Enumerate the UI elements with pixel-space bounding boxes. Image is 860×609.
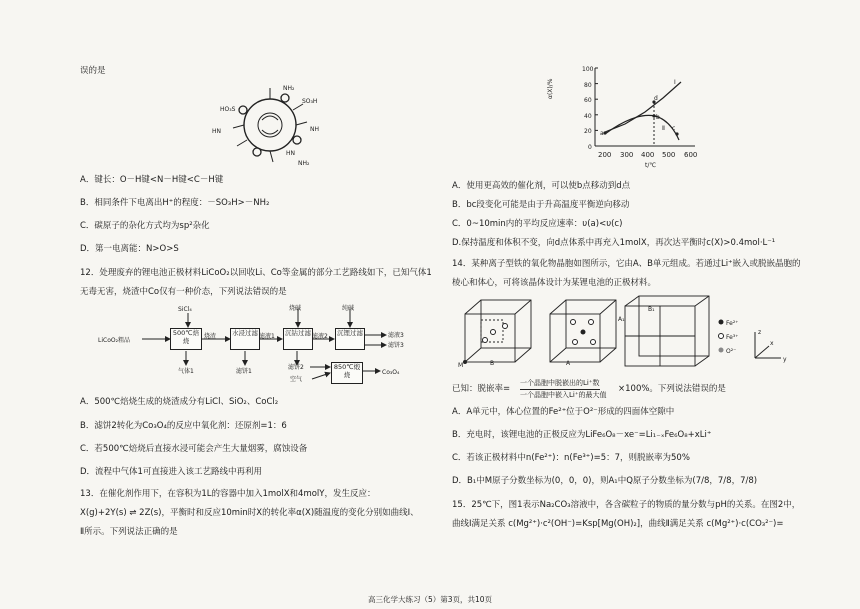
- flow-filtrate2: 滤液2: [312, 333, 328, 340]
- flow-slag: 烧渣: [204, 333, 217, 340]
- chart-xlabel: t/℃: [645, 162, 657, 169]
- flow-filtrate3: 滤液3: [388, 332, 404, 339]
- axis-x: x: [770, 340, 774, 347]
- chart-xtick-200: 200: [598, 151, 612, 159]
- q14-stem-line1: 14．某种离子型铁的氧化物晶胞如图所示，它由A、B单元组成。若通过Li⁺嵌入或脱嵌晶胞的: [452, 259, 801, 269]
- flow-air: 空气: [290, 376, 303, 383]
- chart-xtick-600: 600: [684, 151, 698, 159]
- chart-xtick-500: 500: [662, 151, 676, 159]
- q13-stem-line2: X(g)+2Y(s) ⇌ 2Z(s)，平衡时和反应10min时X的转化率α(X)随温度的变化分别如曲线Ⅰ、: [80, 508, 419, 518]
- cell-label-a1: A₁: [618, 316, 625, 323]
- flow-box-roast: [170, 328, 202, 350]
- axis-y: y: [783, 356, 787, 363]
- chart-ytick-80: 80: [584, 82, 592, 89]
- chart-xtick-300: 300: [620, 151, 634, 159]
- q11-option-a: A．键长：O－H键<N－H键<C－H键: [80, 175, 224, 185]
- q12-option-c: C．若500℃焙烧后直接水浸可能会产生大量烟雾，腐蚀设备: [80, 444, 308, 454]
- q12-stem-line1: 12．处理废弃的锂电池正极材料LiCoO₂以回收Li、Co等金属的部分工艺路线如下，已知气体1: [80, 268, 432, 278]
- chart-ytick-0: 0: [588, 144, 592, 151]
- label-ho3s: HO₃S: [220, 106, 236, 113]
- chart-point-c: c: [672, 125, 676, 132]
- flow-calcine-label: 850℃煅烧: [333, 363, 361, 379]
- chart-xtick-400: 400: [641, 151, 655, 159]
- flow-residue1: 滤饼1: [236, 368, 252, 375]
- chart-point-a: a: [600, 130, 604, 137]
- q12-option-a: A．500℃焙烧生成的烧渣成分有LiCl、SiO₂、CoCl₂: [80, 397, 279, 407]
- q15-stem-line2: 曲线Ⅰ满足关系 c(Mg²⁺)·c²(OH⁻)=Ksp[Mg(OH)₂]，曲线Ⅱ满足关系 c(Mg²⁺)·c(CO₃²⁻)=: [452, 519, 784, 529]
- q12-stem-line2: 无毒无害，烧渣中Co仅有一种价态，下列说法错误的是: [80, 287, 287, 297]
- flow-box-precip2: [335, 328, 365, 350]
- flow-soda2: 纯碱: [342, 305, 355, 312]
- flow-gas1: 气体1: [178, 368, 194, 375]
- q13-option-c: C．0~10min内的平均反应速率：υ(a)<υ(c): [452, 219, 623, 229]
- cell-label-b1: B₁: [648, 306, 655, 313]
- q14-option-d: D．B₁中M原子分数坐标为(0，0，0)，则A₁中Q原子分数坐标为(7/8，7/8，7/8): [452, 476, 758, 486]
- flow-sicl4: SiCl₄: [178, 306, 192, 313]
- q14-option-a: A．A单元中，体心位置的Fe²⁺位于O²⁻形成的四面体空隙中: [452, 407, 675, 417]
- q14-known-suffix: ×100%。下列说法错误的是: [618, 384, 726, 394]
- flow-filtrate1: 滤液1: [259, 333, 275, 340]
- q15-stem-line1: 15．25℃下，图1表示Na₂CO₃溶液中，各含碳粒子的物质的量分数与pH的关系。在图2中，: [452, 500, 801, 510]
- chart-ytick-60: 60: [584, 97, 592, 104]
- chart-point-b: b: [656, 114, 660, 121]
- label-hn-bottom: HN: [286, 150, 295, 157]
- q14-fraction-denominator: 一个晶胞中嵌入Li⁺的最大值: [520, 391, 607, 399]
- label-nh-right: NH: [310, 126, 319, 133]
- flow-leach-label: 水浸过滤: [232, 329, 258, 337]
- q11-option-d: D．第一电离能：N>O>S: [80, 244, 179, 254]
- q12-option-d: D．流程中气体1可直接进入该工艺路线中再利用: [80, 467, 262, 477]
- label-nh2-bottom: NH₂: [298, 160, 310, 167]
- q13-option-b: B．bc段变化可能是由于升高温度平衡逆向移动: [452, 200, 630, 210]
- chart-ytick-20: 20: [584, 128, 592, 135]
- flow-box-leach: [230, 328, 260, 350]
- q13-stem-line3: Ⅱ所示。下列说法正确的是: [80, 527, 178, 537]
- chart-ytick-100: 100: [582, 66, 594, 73]
- flow-raw: LiCoO₂粗品: [98, 337, 130, 344]
- flow-soda1: 烧碱: [289, 305, 302, 312]
- q13-option-d: D.保持温度和体积不变，向d点体系中再充入1molX，再次达平衡时c(X)>0.4mol·L⁻¹: [452, 238, 776, 248]
- chart-curve-1: Ⅰ: [674, 79, 676, 86]
- q13-option-a: A．使用更高效的催化剂，可以使b点移动到d点: [452, 181, 631, 191]
- q12-option-b: B．滤饼2转化为Co₃O₄的反应中氧化剂：还原剂=1：6: [80, 421, 287, 431]
- flow-precip2-label: 沉锂过滤: [337, 329, 363, 337]
- legend-o: O²⁻: [726, 348, 737, 355]
- cell-label-a: A: [566, 360, 571, 367]
- chart-curve-2: Ⅱ: [662, 125, 665, 132]
- q11-option-b: B．相同条件下电离出H⁺的程度：－SO₃H>－NH₂: [80, 198, 270, 208]
- question-fragment: 误的是: [80, 66, 106, 76]
- q14-known-prefix: 已知：脱嵌率=: [452, 384, 511, 394]
- q11-option-c: C．碳原子的杂化方式均为sp²杂化: [80, 221, 210, 231]
- q13-stem-line1: 13．在催化剂作用下，在容积为1L的容器中加入1molX和4molY，发生反应：: [80, 489, 376, 499]
- cell-label-m: M: [458, 362, 464, 369]
- cell-label-b: B: [490, 360, 495, 367]
- flow-residue3: 滤饼3: [388, 342, 404, 349]
- label-hn-left: HN: [212, 128, 221, 135]
- label-so3h: SO₃H: [302, 98, 318, 105]
- page-footer: 高三化学大练习（5）第3页，共10页: [367, 595, 493, 604]
- flow-box-precip1: [283, 328, 313, 350]
- axis-z: z: [758, 329, 762, 336]
- flow-precip1-label: 沉钴过滤: [285, 329, 311, 337]
- q14-option-c: C．若该正极材料中n(Fe²⁺)：n(Fe³⁺)=5：7，则脱嵌率为50%: [452, 453, 690, 463]
- legend-fe2: Fe²⁺: [726, 320, 739, 327]
- q14-fraction-numerator: 一个晶胞中脱嵌出的Li⁺数: [520, 378, 600, 390]
- chart-point-d: d: [654, 95, 658, 102]
- flow-roast-label: 500℃焙烧: [172, 329, 200, 345]
- chart-ytick-40: 40: [584, 113, 592, 120]
- label-nh2-top: NH₂: [283, 85, 295, 92]
- flow-residue2: 滤饼2: [288, 364, 304, 371]
- q14-option-b: B．充电时，该锂电池的正极反应为LiFe₆O₈－xe⁻=Li₁₋ₓFe₆O₈+xLi⁺: [452, 430, 712, 440]
- legend-fe3: Fe³⁺: [726, 334, 739, 341]
- flow-product: Co₃O₄: [382, 369, 400, 376]
- q14-stem-line2: 棱心和体心，可将该晶体设计为某锂电池的正极材料。: [452, 278, 657, 288]
- chart-ylabel: α(X)/%: [547, 78, 554, 99]
- flow-box-calcine: [331, 362, 363, 384]
